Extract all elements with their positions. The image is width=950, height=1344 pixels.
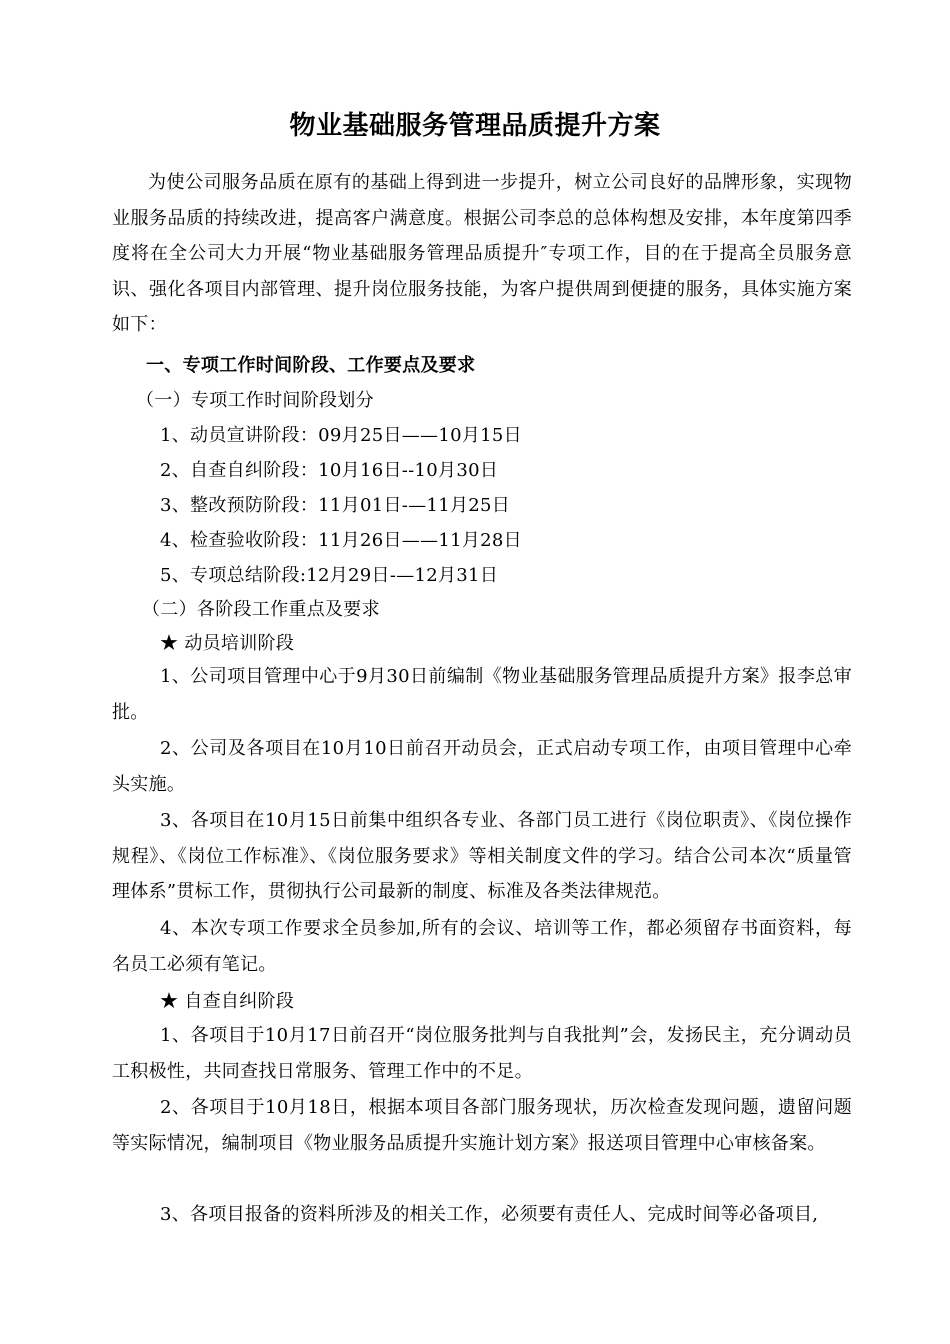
intro-paragraph: 为使公司服务品质在原有的基础上得到进一步提升，树立公司良好的品牌形象，实现物业服务品质的持续改进，提高客户满意度。根据公司李总的总体构想及安排，本年度第四季度将在全公司大力开展“物业基础服务管理品质提升″专项工作，目的在于提高全员服务意识、强化各项目内部管理、提升岗位服务技能，为客户提供周到便捷的服务，具体实施方案如下： <box>112 172 852 335</box>
subsection-heading: （一）专项工作时间阶段划分 <box>136 390 374 411</box>
stage-item: 3、各项目报备的资料所涉及的相关工作，必须要有责任人、完成时间等必备项目, <box>160 1204 819 1225</box>
stage-heading: ★ 自查自纠阶段 <box>160 991 295 1012</box>
phase-item: 4、检查验收阶段：11月26日——11月28日 <box>160 530 522 551</box>
stage-item: 2、公司及各项目在10月10日前召开动员会，正式启动专项工作，由项目管理中心牵头实施。 <box>112 738 852 795</box>
phase-item: 5、专项总结阶段:12月29日-—12月31日 <box>160 565 499 586</box>
phase-item: 1、动员宣讲阶段：09月25日——10月15日 <box>160 425 522 446</box>
phase-item: 2、自查自纠阶段：10月16日--10月30日 <box>160 460 499 481</box>
stage-heading: ★ 动员培训阶段 <box>160 633 295 654</box>
section-heading: 一、专项工作时间阶段、工作要点及要求 <box>146 355 476 376</box>
stage-item: 2、各项目于10月18日，根据本项目各部门服务现状，历次检查发现问题，遗留问题等实际情况，编制项目《物业服务品质提升实施计划方案》报送项目管理中心审核备案。 <box>112 1097 852 1154</box>
subsection-heading: （二）各阶段工作重点及要求 <box>142 599 380 620</box>
document-title: 物业基础服务管理品质提升方案 <box>289 111 661 141</box>
stage-item: 1、各项目于10月17日前召开“岗位服务批判与自我批判”会，发扬民主，充分调动员工积极性，共同查找日常服务、管理工作中的不足。 <box>112 1025 852 1082</box>
stage-item: 1、公司项目管理中心于9月30日前编制《物业基础服务管理品质提升方案》报李总审批。 <box>112 666 852 723</box>
phase-item: 3、整改预防阶段：11月01日-—11月25日 <box>160 495 511 516</box>
stage-item: 4、本次专项工作要求全员参加,所有的会议、培训等工作，都必须留存书面资料，每名员工必须有笔记。 <box>112 918 852 975</box>
stage-item: 3、各项目在10月15日前集中组织各专业、各部门员工进行《岗位职责》、《岗位操作规程》、《岗位工作标准》、《岗位服务要求》等相关制度文件的学习。结合公司本次“质量管理体系”贯标工作，贯彻执行公司最新的制度、标准及各类法律规范。 <box>112 810 852 902</box>
